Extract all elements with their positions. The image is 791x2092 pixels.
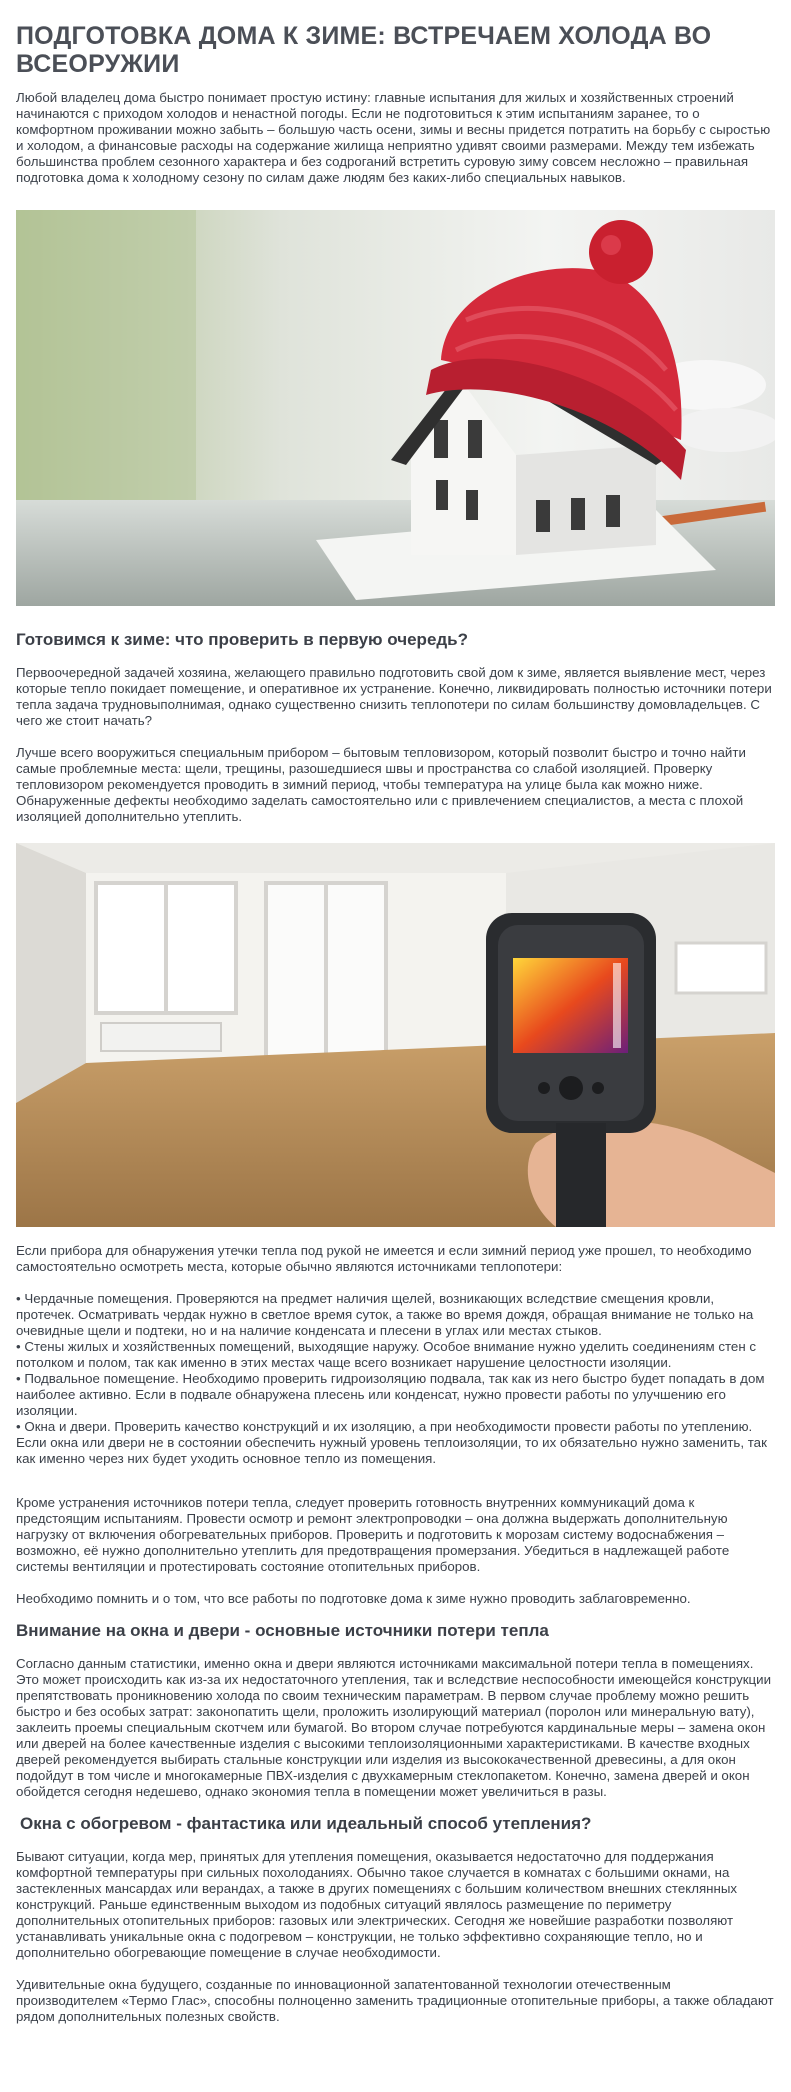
section-heading-check-first: Готовимся к зиме: что проверить в первую очередь? (16, 630, 469, 649)
section1-paragraph-5: Необходимо помнить и о том, что все работы по подготовке дома к зиме нужно проводить заблаговременно. (16, 1591, 691, 1606)
section1-paragraph-3: Если прибора для обнаружения утечки тепла под рукой не имеется и если зимний период уже прошел, то необходимо самостоятельно осмотреть места, которые обычно являются источниками теплопотери: (16, 1243, 752, 1274)
thermal-imager-illustration (16, 843, 775, 1227)
section1-paragraph-2: Лучше всего вооружиться специальным прибором – бытовым тепловизором, который позволит быстро и точно найти самые проблемные места: щели, трещины, разошедшиеся швы и пространства со слабой изоляцией. Проверку тепловизором рекомендуется проводить в зимний период, чтобы температура на улице была как можно ниже. Обнаруженные дефекты необходимо заделать самостоятельно или с привлечением специалистов, а места с плохой изоляцией дополнительно утеплить. (16, 745, 746, 824)
section-heading-windows-doors: Внимание на окна и двери - основные источники потери тепла (16, 1621, 549, 1640)
section3-paragraph-2: Удивительные окна будущего, созданные по инновационной запатентованной технологии отечественным производителем «Термо Глас», способны полноценно заменить традиционные отопительные приборы, а также обладают рядом дополнительных полезных свойств. (16, 1977, 774, 2024)
house-in-hat-image (16, 210, 775, 606)
heat-loss-sources-list: • Чердачные помещения. Проверяются на предмет наличия щелей, возникающих вследствие смещения кровли, протечек. Осматривать чердак нужно в светлое время суток, а также во время дождя, обращая внимание не только на очевидные щели и подтеки, но и на наличие конденсата и плесени в углах или местах стыков. • Стены жилых и хозяйственных помещений, выходящие наружу. Особое внимание нужно уделить соединениям стен с потолком и полом, так как именно в этих местах чаще всего возникает нарушение целостности изоляции. • Подвальное помещение. Необходимо проверить гидроизоляцию подвала, так как из него быстро будет попадать в дом наиболее активно. Если в подвале обнаружена плесень или конденсат, нужно провести работы по улучшению его изоляции. • Окна и двери. Проверить качество конструкций и их изоляцию, а при необходимости провести работы по утеплению. Если окна или двери не в состоянии обеспечить нужный уровень теплоизоляции, то их обязательно нужно заменить, так как именно через них будет уходить основное тепло из помещения. (16, 1291, 767, 1466)
page-title: ПОДГОТОВКА ДОМА К ЗИМЕ: ВСТРЕЧАЕМ ХОЛОДА ВО ВСЕОРУЖИИ (16, 22, 712, 78)
section-heading-heated-windows: Окна с обогревом - фантастика или идеальный способ утепления? (20, 1814, 592, 1833)
thermal-imager-image (16, 843, 775, 1227)
section2-paragraph-1: Согласно данным статистики, именно окна и двери являются источниками максимальной потери тепла в помещениях. Это может происходить как из-за их недостаточного утепления, так и вследствие неспособности имеющейся конструкции препятствовать проникновению холода по своим техническим параметрам. В первом случае проблему можно решить быстро и без особых затрат: законопатить щели, проложить изолирующий материал (поролон или минеральную вату), заклеить проемы специальным скотчем или бумагой. Во втором случае потребуются кардинальные меры – замена окон или дверей на более качественные изделия с высокими теплоизоляционными характеристиками. В качестве входных дверей рекомендуется выбирать стальные конструкции или изделия из высококачественной древесины, а для окон подойдут в том числе и многокамерные ПВХ-изделия с двухкамерным стеклопакетом. Конечно, замена дверей и окон обойдется сегодня недешево, однако экономия тепла в помещении может увеличиться в разы. (16, 1656, 772, 1799)
section1-paragraph-4: Кроме устранения источников потери тепла, следует проверить готовность внутренних коммуникаций дома к предстоящим испытаниям. Провести осмотр и ремонт электропроводки – она должна выдержать дополнительную нагрузку от включения обогревательных приборов. Проверить и подготовить к морозам систему водоснабжения – возможно, её нужно дополнительно утеплить для предотвращения промерзания. Убедиться в надлежащей работе системы вентиляции и протестировать состояние отопительных приборов. (16, 1495, 730, 1574)
section1-paragraph-1: Первоочередной задачей хозяина, желающего правильно подготовить свой дом к зиме, является выявление мест, через которые тепло покидает помещение, и оперативное их устранение. Конечно, ликвидировать полностью источники потери тепла задача трудновыполнимая, однако существенно снизить теплопотери по силам большинству домовладельцев. С чего же стоит начать? (16, 665, 772, 728)
house-in-hat-illustration (16, 210, 775, 606)
intro-paragraph: Любой владелец дома быстро понимает простую истину: главные испытания для жилых и хозяйственных строений начинаются с приходом холодов и ненастной погоды. Если не подготовиться к этим испытаниям заранее, то о комфортном проживании можно забыть – большую часть осени, зимы и весны придется потратить на борьбу с сыростью и холодом, а финансовые расходы на содержание жилища неприятно удивят своими размерами. Между тем избежать большинства проблем сезонного характера и без содроганий встретить суровую зиму совсем несложно – правильная подготовка дома к холодному сезону по силам даже людям без каких-либо специальных навыков. (16, 90, 771, 185)
section3-paragraph-1: Бывают ситуации, когда мер, принятых для утепления помещения, оказывается недостаточно для поддержания комфортной температуры при сильных похолоданиях. Обычно такое случается в комнатах с большими окнами, на застекленных мансардах или верандах, а также в других помещениях с большим количеством внешних стеклянных конструкций. Раньше единственным выходом из подобных ситуаций являлось размещение по периметру дополнительных отопительных приборов: газовых или электрических. Сегодня же новейшие разработки позволяют устанавливать уникальные окна с подогревом – конструкции, не только эффективно сохраняющие тепло, но и дополнительно обогревающие помещение в случае необходимости. (16, 1849, 738, 1960)
